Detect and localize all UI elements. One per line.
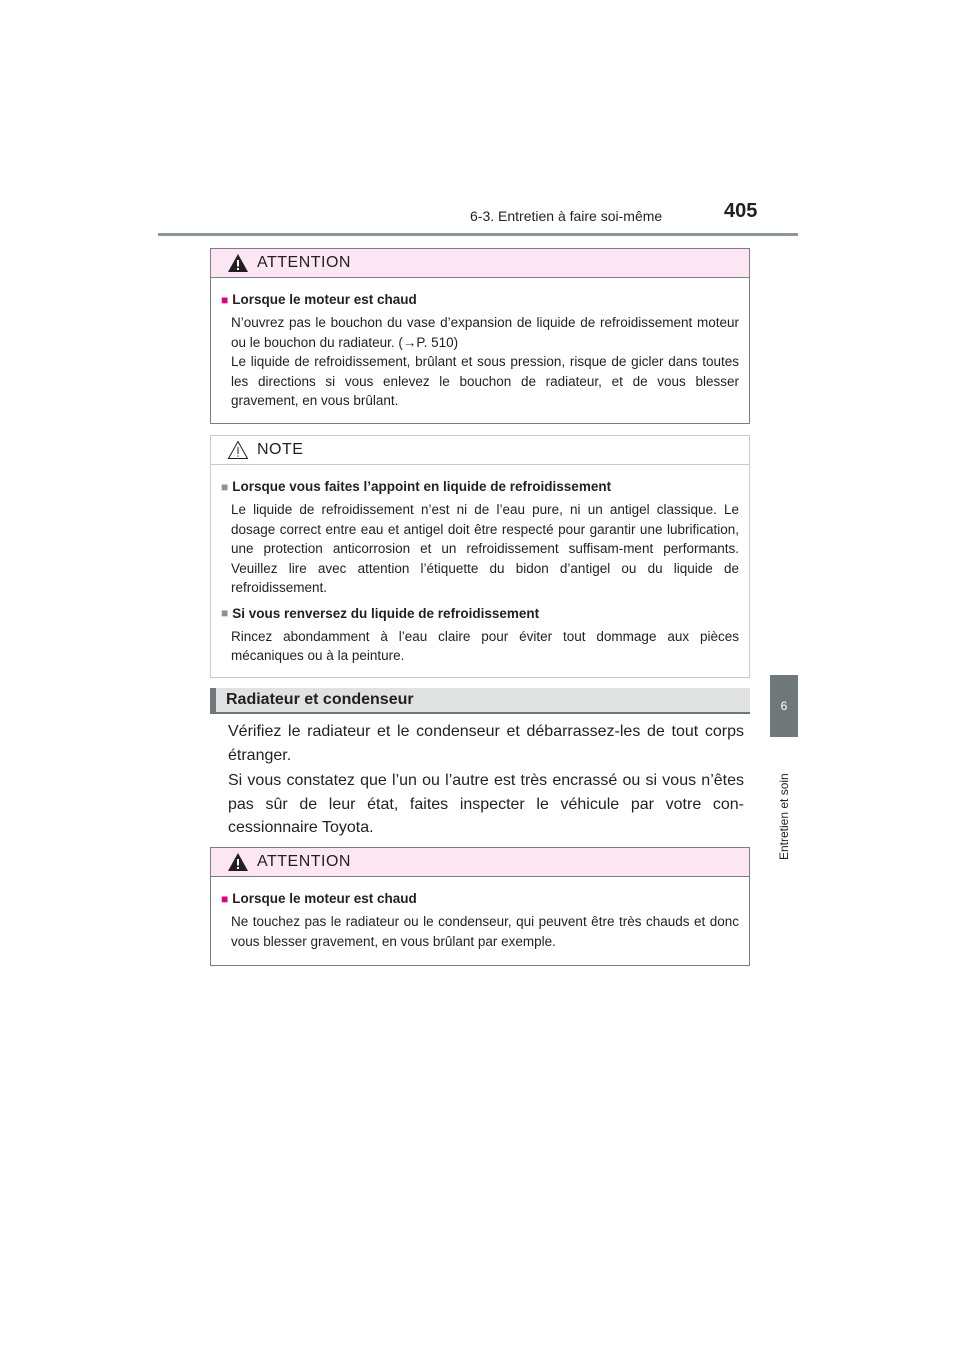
- page-number: 405: [724, 200, 758, 222]
- warning-triangle-icon: [227, 253, 249, 273]
- attention-label: ATTENTION: [257, 853, 351, 870]
- section-body: [228, 720, 744, 840]
- section-heading: Radiateur et condenseur: [210, 688, 750, 714]
- attention-label: ATTENTION: [257, 254, 351, 271]
- square-bullet-icon: ■: [221, 891, 229, 906]
- body-paragraph: Vérifiez le radiateur et le condenseur et débarrassez-les de tout corps étranger.: [228, 723, 744, 764]
- attention-paragraph: Le liquide de refroidissement, brûlant et sous pression, risque de gicler dans toutes les directions si vous enlevez le bouchon de radiateur, et de vous blesser gravement, en vous brûlant.: [231, 354, 739, 408]
- square-bullet-icon: ■: [221, 606, 229, 620]
- chapter-tab[interactable]: [770, 675, 798, 737]
- note-box-coolant: [210, 435, 750, 678]
- attention-paragraph: N’ouvrez pas le bouchon du vase d’expansion de liquide de refroidissement moteur ou le bouchon du radiateur. (→P. 510): [231, 315, 739, 350]
- note-item-text: Le liquide de refroidissement n’est ni de l’eau pure, ni un antigel classique. Le dosage correct entre eau et antigel doit être respecté pour garantir une lubrification, une protection anticorrosion et un refroidissement suffisam-ment performants. Veuillez lire avec attention l’étiquette du bidon d’antigel ou du liquide de refroidissement.: [231, 502, 739, 595]
- header-divider: [158, 233, 798, 236]
- note-item-title: ■ Lorsque vous faites l’appoint en liquide de refroidissement: [221, 479, 612, 494]
- attention-box-hot-radiator: [210, 847, 750, 966]
- note-header: [211, 436, 749, 465]
- warning-triangle-icon: [227, 852, 249, 872]
- note-label: NOTE: [257, 441, 304, 458]
- attention-header: [211, 848, 749, 877]
- attention-header: [211, 249, 749, 278]
- attention-box-hot-engine-cap: [210, 248, 750, 424]
- chapter-title: Entretien et soin: [777, 773, 791, 860]
- attention-paragraph: Ne touchez pas le radiateur ou le condenseur, qui peuvent être très chauds et donc vous blesser gravement, en vous brûlant par exemple.: [231, 914, 739, 949]
- note-item-text: Rincez abondamment à l’eau claire pour éviter tout dommage aux pièces mécaniques ou à la peinture.: [231, 628, 739, 663]
- section-breadcrumb: 6-3. Entretien à faire soi-même: [470, 208, 663, 224]
- attention-item-title: ■ Lorsque le moteur est chaud: [221, 292, 417, 307]
- attention-item-title: ■ Lorsque le moteur est chaud: [221, 891, 417, 906]
- chapter-number: 6: [780, 699, 788, 713]
- caution-triangle-outline-icon: [227, 440, 249, 460]
- square-bullet-icon: ■: [221, 292, 229, 307]
- body-paragraph: Si vous constatez que l’un ou l’autre est très encrassé ou si vous n’êtes pas sûr de leur état, faites inspecter le véhicule par votre con-cessionnaire Toyota.: [228, 772, 744, 836]
- square-bullet-icon: ■: [221, 479, 229, 494]
- note-item-title: ■ Si vous renversez du liquide de refroidissement: [221, 605, 540, 621]
